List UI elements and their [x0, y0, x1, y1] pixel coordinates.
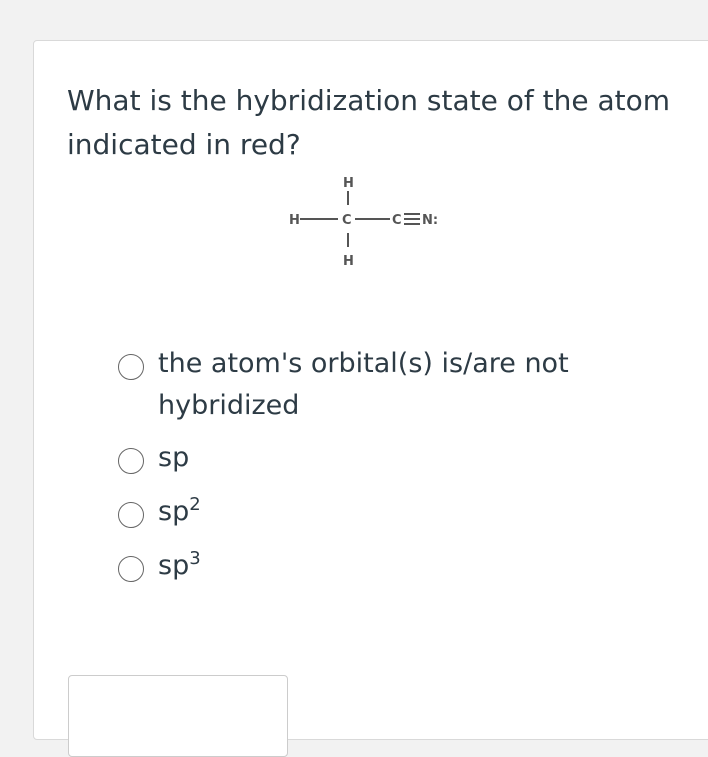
option-label: sp — [158, 442, 190, 473]
option-sp3[interactable] — [118, 545, 638, 587]
nitrogen-label: N: — [422, 213, 439, 228]
radio-button[interactable] — [118, 556, 144, 582]
question-text: What is the hybridization state of the atom indicated in red? — [67, 84, 671, 161]
option-superscript: 2 — [189, 494, 201, 515]
left-hydrogen-label: H — [289, 213, 300, 228]
central-carbon-label: C — [342, 213, 352, 228]
option-label: sp — [158, 550, 190, 581]
radio-button[interactable] — [118, 448, 144, 474]
option-superscript: 3 — [189, 548, 201, 569]
right-carbon-label: C — [392, 213, 402, 228]
option-label: the atom's orbital(s) is/are not hybridized — [158, 348, 569, 421]
radio-button[interactable] — [118, 502, 144, 528]
partial-bottom-box — [68, 675, 288, 757]
question-card — [33, 40, 708, 740]
radio-button[interactable] — [118, 354, 144, 380]
molecule-structure — [284, 161, 454, 276]
answer-options — [118, 343, 638, 587]
acetonitrile-structure-diagram — [284, 161, 454, 276]
option-sp2[interactable] — [118, 491, 638, 533]
option-label: sp — [158, 496, 190, 527]
top-hydrogen-label: H — [343, 176, 354, 191]
option-sp[interactable] — [118, 437, 638, 479]
bottom-hydrogen-label: H — [343, 254, 354, 269]
option-not-hybridized[interactable] — [118, 343, 638, 427]
